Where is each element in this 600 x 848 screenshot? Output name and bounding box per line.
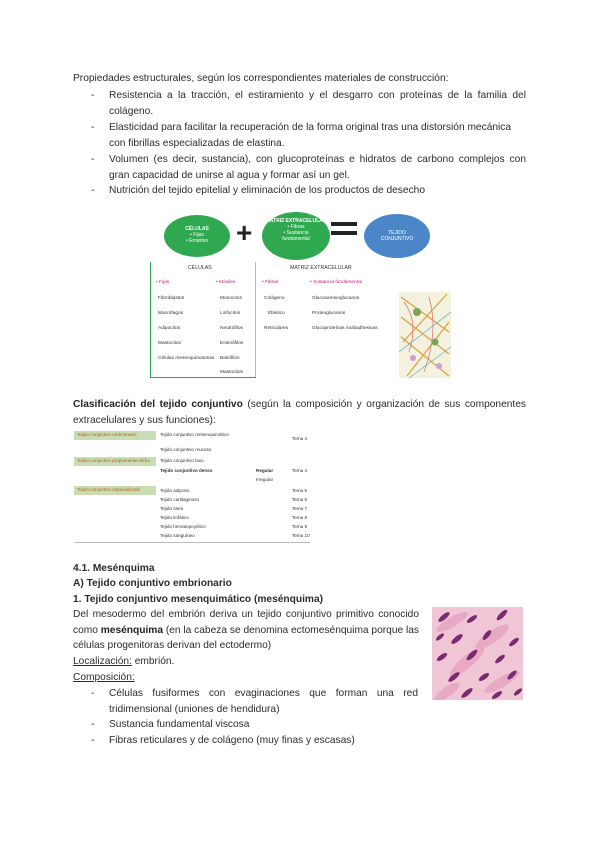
table-row: Tejido sanguíneo bbox=[160, 533, 195, 538]
table-row: Tejido cartilaginoso bbox=[160, 497, 200, 502]
table-row: Tejido hematopoyético bbox=[160, 524, 206, 529]
composition-item: Células fusiformes con evaginaciones que forman una red tridimensional (uniones de hendidura) bbox=[109, 688, 418, 715]
group-label: Tejido conjuntivo propiamente dicho bbox=[77, 458, 151, 463]
cell-type: Basófilos bbox=[220, 356, 240, 361]
fiber-type: Reticulares bbox=[264, 326, 288, 331]
table-row: Tejido linfático bbox=[160, 515, 189, 520]
connective-tissue-label: TEJIDO CONJUNTIVO bbox=[380, 230, 414, 242]
plus-sign: + bbox=[236, 217, 253, 248]
matrix-oval bbox=[262, 212, 330, 260]
cell-type: Fibroblastos bbox=[158, 296, 185, 301]
cells-oval bbox=[164, 215, 230, 257]
ground-substance-type: Glucosaminoglucanos bbox=[312, 296, 360, 301]
matrix-oval-item: • Fibras bbox=[287, 224, 305, 230]
table-topic: Tema 9 bbox=[292, 524, 308, 529]
cell-type: Neutrófilos bbox=[220, 326, 243, 331]
ground-substance-type: Proteoglucanos bbox=[312, 311, 346, 316]
bullet-dash: - bbox=[91, 122, 95, 133]
table-row: Tejido óseo bbox=[160, 506, 184, 511]
fiber-type: Elástico bbox=[268, 311, 285, 316]
table-topic: Tema 7 bbox=[292, 506, 308, 511]
table-subtype: Regular bbox=[256, 468, 274, 473]
connective-tissue-diagram bbox=[150, 212, 450, 379]
cells-fixed-title: • Fijas bbox=[156, 280, 170, 285]
equals-bar bbox=[331, 231, 357, 235]
property-item: Volumen (es decir, sustancia), con glucoproteínas e hidratos de carbono complejos con gran capacidad de unirse al agua y formar así un gel. bbox=[109, 154, 526, 181]
cell-type: Monocitos bbox=[220, 296, 242, 301]
matrix-fibers-title: • Fibras bbox=[262, 280, 279, 285]
property-item: Elasticidad para facilitar la recuperación de la forma original tras una distorsión mecánica con fibrillas especializadas de elastina. bbox=[109, 122, 512, 149]
table-row: Tejido conjuntivo mucoso bbox=[160, 447, 212, 452]
bullet-dash: - bbox=[91, 185, 95, 196]
composition-item: Sustancia fundamental viscosa bbox=[109, 719, 250, 730]
para-text: Del mesodermo del embrión deriva un tejido conjuntivo primitivo conocido como bbox=[73, 609, 419, 636]
group-label: Tejido conjuntivo embrionario bbox=[77, 432, 137, 437]
cell-type: Mastocitos bbox=[220, 370, 243, 375]
table-topic: Tema 8 bbox=[292, 515, 308, 520]
table-row: Tejido conjuntivo laxo bbox=[160, 458, 204, 463]
tissue-heading: 1. Tejido conjuntivo mesenquimático (mesénquima) bbox=[73, 594, 324, 605]
bullet-dash: - bbox=[91, 719, 95, 730]
mesenchyme-paragraph bbox=[73, 607, 419, 654]
table-topic: Tema 4 bbox=[292, 436, 308, 441]
fiber-illustration bbox=[399, 292, 451, 378]
cells-mobile-title: • Móviles bbox=[216, 280, 236, 285]
classification-bold: Clasificación del tejido conjuntivo bbox=[73, 399, 243, 410]
subsection-heading: A) Tejido conjuntivo embrionario bbox=[73, 578, 232, 589]
cells-header: CÉLULAS bbox=[188, 265, 212, 271]
classification-text bbox=[73, 397, 526, 428]
localization-line bbox=[73, 654, 174, 670]
table-row: Tejido conjuntivo mesenquimático bbox=[160, 432, 229, 437]
table-row: Tejido conjuntivo denso bbox=[160, 468, 213, 473]
cell-type: Mastocitos bbox=[158, 341, 181, 346]
cell-type: Células mesenquimatosas bbox=[158, 356, 215, 361]
mesenchyme-histology-image bbox=[432, 607, 523, 700]
composition-item: Fibras reticulares y de colágeno (muy finas y escasas) bbox=[109, 735, 355, 746]
table-topic: Tema 6 bbox=[292, 497, 308, 502]
group-embryonic bbox=[74, 431, 156, 440]
cell-type: Macrófagos bbox=[158, 311, 184, 316]
property-item: Nutrición del tejido epitelial y eliminación de los productos de desecho bbox=[109, 185, 425, 196]
section-heading: 4.1. Mesénquima bbox=[73, 563, 155, 574]
localization-label: Localización: bbox=[73, 656, 132, 667]
table-topic: Tema 10 bbox=[292, 533, 310, 538]
property-item: Resistencia a la tracción, el estiramiento y el desgarro con proteínas de la familia del colágeno. bbox=[109, 90, 526, 117]
panel-divider bbox=[255, 262, 256, 377]
table-subtype: Irregular bbox=[256, 477, 274, 482]
table-topic: Tema 5 bbox=[292, 488, 308, 493]
cells-oval-title: CÉLULAS bbox=[185, 226, 209, 232]
composition-label-text: Composición: bbox=[73, 672, 135, 683]
table-topic: Tema 4 bbox=[292, 468, 308, 473]
group-proper bbox=[74, 457, 156, 466]
matrix-oval-title: MATRIZ EXTRACELULAR bbox=[265, 218, 327, 224]
bullet-dash: - bbox=[91, 90, 95, 101]
ground-substance-title: • Sustancia fundamental bbox=[310, 280, 362, 285]
table-row: Tejido adiposo bbox=[160, 488, 190, 493]
bullet-dash: - bbox=[91, 735, 95, 746]
cell-type: Eosinófilos bbox=[220, 341, 244, 346]
bullet-dash: - bbox=[91, 688, 95, 699]
cells-oval-item: • Fijas bbox=[190, 232, 204, 238]
bullet-dash: - bbox=[91, 154, 95, 165]
cell-type: Linfocitos bbox=[220, 311, 241, 316]
matrix-oval-item: • Sustancia bbox=[283, 230, 309, 236]
cells-oval-item: • Errantes bbox=[185, 238, 209, 244]
composition-label bbox=[73, 670, 135, 686]
matrix-header: MATRIZ EXTRACELULAR bbox=[290, 265, 352, 271]
group-specialized bbox=[74, 486, 156, 495]
cell-type: Adipocitos bbox=[158, 326, 181, 331]
classification-table bbox=[74, 430, 310, 544]
para-text: (en la cabeza se denomina ectomesénquima porque las células progenitoras derivan del ectodermo) bbox=[73, 624, 420, 651]
table-bottom-rule bbox=[74, 542, 310, 543]
ground-substance-type: Glucoproteínas multiadhesivas bbox=[312, 326, 378, 331]
localization-value: embrión. bbox=[131, 656, 175, 667]
classification-rest: (según la composición y organización de sus componentes extracelulares y sus funciones): bbox=[73, 399, 526, 426]
group-label: Tejido conjuntivo especializado bbox=[77, 487, 141, 492]
intro-text: Propiedades estructurales, según los correspondientes materiales de construcción: bbox=[73, 73, 449, 84]
matrix-oval-item: fundamental bbox=[282, 236, 310, 242]
equals-bar bbox=[331, 222, 357, 226]
para-bold: mesénquima bbox=[100, 624, 164, 636]
fiber-type: Colágeno bbox=[264, 296, 285, 301]
connective-tissue-oval bbox=[364, 214, 430, 258]
